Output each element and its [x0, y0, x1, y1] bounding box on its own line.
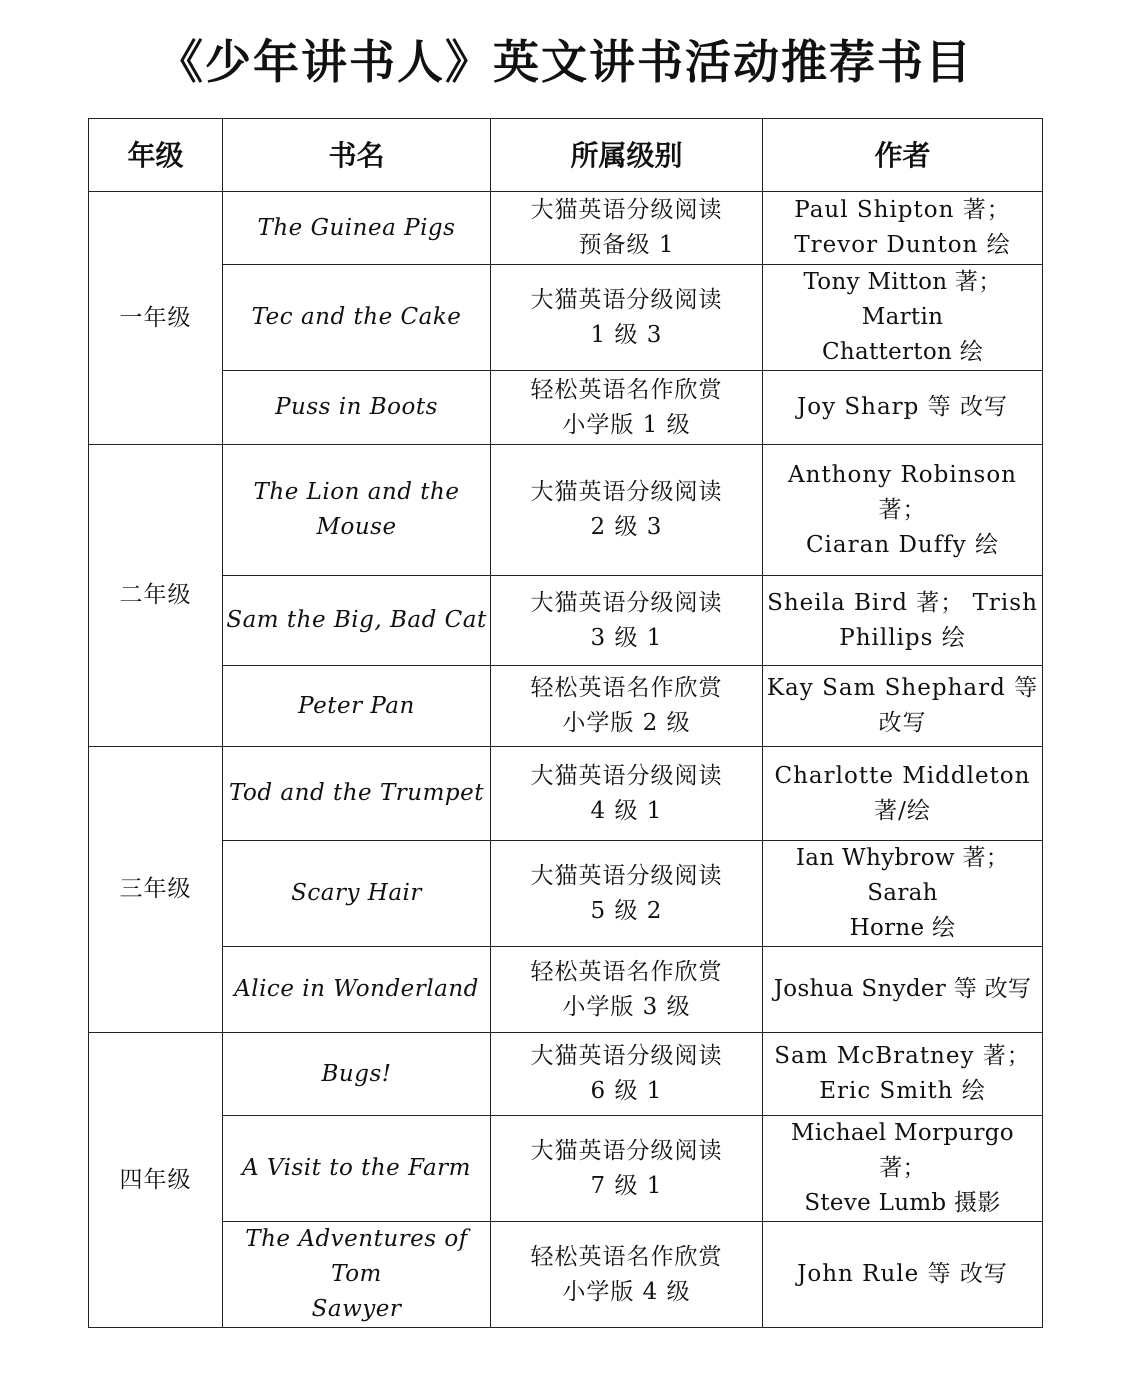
table-row — [89, 1033, 1043, 1116]
grade-cell: 四年级 — [89, 1033, 223, 1328]
author-cell: Anthony Robinson 著； Ciaran Duffy 绘 — [763, 445, 1043, 576]
level-cell: 大猫英语分级阅读 7 级 1 — [491, 1116, 763, 1222]
book-title-cell: Alice in Wonderland — [223, 947, 491, 1033]
table-row — [89, 1116, 1043, 1222]
book-title-cell: Peter Pan — [223, 666, 491, 747]
level-cell: 大猫英语分级阅读 预备级 1 — [491, 192, 763, 265]
level-cell: 大猫英语分级阅读 6 级 1 — [491, 1033, 763, 1116]
book-title-cell: Puss in Boots — [223, 371, 491, 445]
table-row — [89, 445, 1043, 576]
header-grade: 年级 — [89, 119, 223, 192]
author-cell: Sam McBratney 著； Eric Smith 绘 — [763, 1033, 1043, 1116]
book-title-cell: Scary Hair — [223, 841, 491, 947]
table-row — [89, 841, 1043, 947]
level-cell: 大猫英语分级阅读 3 级 1 — [491, 576, 763, 666]
table-row — [89, 666, 1043, 747]
author-cell: Joshua Snyder 等 改写 — [763, 947, 1043, 1033]
author-cell: Ian Whybrow 著；Sarah Horne 绘 — [763, 841, 1043, 947]
book-title-cell: Bugs! — [223, 1033, 491, 1116]
author-cell: Tony Mitton 著；Martin Chatterton 绘 — [763, 265, 1043, 371]
header-author: 作者 — [763, 119, 1043, 192]
author-cell: Kay Sam Shephard 等 改写 — [763, 666, 1043, 747]
grade-cell: 二年级 — [89, 445, 223, 747]
book-title-cell: The Guinea Pigs — [223, 192, 491, 265]
page-title: 《少年讲书人》英文讲书活动推荐书目 — [157, 35, 973, 89]
level-cell: 大猫英语分级阅读 1 级 3 — [491, 265, 763, 371]
level-cell: 轻松英语名作欣赏 小学版 4 级 — [491, 1222, 763, 1328]
table-header-row — [89, 119, 1043, 192]
level-cell: 大猫英语分级阅读 5 级 2 — [491, 841, 763, 947]
table-row — [89, 265, 1043, 371]
table-row — [89, 947, 1043, 1033]
book-title-cell: The Lion and the Mouse — [223, 445, 491, 576]
table-row — [89, 1222, 1043, 1328]
author-cell: Charlotte Middleton 著/绘 — [763, 747, 1043, 841]
level-cell: 轻松英语名作欣赏 小学版 2 级 — [491, 666, 763, 747]
book-title-cell: Sam the Big, Bad Cat — [223, 576, 491, 666]
table-row — [89, 576, 1043, 666]
header-level: 所属级别 — [491, 119, 763, 192]
book-title-cell: A Visit to the Farm — [223, 1116, 491, 1222]
author-cell: Sheila Bird 著； Trish Phillips 绘 — [763, 576, 1043, 666]
table-row — [89, 371, 1043, 445]
book-title-cell: Tec and the Cake — [223, 265, 491, 371]
level-cell: 轻松英语名作欣赏 小学版 1 级 — [491, 371, 763, 445]
author-cell: Joy Sharp 等 改写 — [763, 371, 1043, 445]
author-cell: Paul Shipton 著； Trevor Dunton 绘 — [763, 192, 1043, 265]
level-cell: 大猫英语分级阅读 4 级 1 — [491, 747, 763, 841]
table-row — [89, 192, 1043, 265]
book-title-cell: The Adventures of Tom Sawyer — [223, 1222, 491, 1328]
level-cell: 大猫英语分级阅读 2 级 3 — [491, 445, 763, 576]
author-cell: Michael Morpurgo 著； Steve Lumb 摄影 — [763, 1116, 1043, 1222]
book-list-table — [88, 118, 1043, 1328]
book-title-cell: Tod and the Trumpet — [223, 747, 491, 841]
level-cell: 轻松英语名作欣赏 小学版 3 级 — [491, 947, 763, 1033]
header-book-title: 书名 — [223, 119, 491, 192]
author-cell: John Rule 等 改写 — [763, 1222, 1043, 1328]
grade-cell: 一年级 — [89, 192, 223, 445]
grade-cell: 三年级 — [89, 747, 223, 1033]
table-row — [89, 747, 1043, 841]
